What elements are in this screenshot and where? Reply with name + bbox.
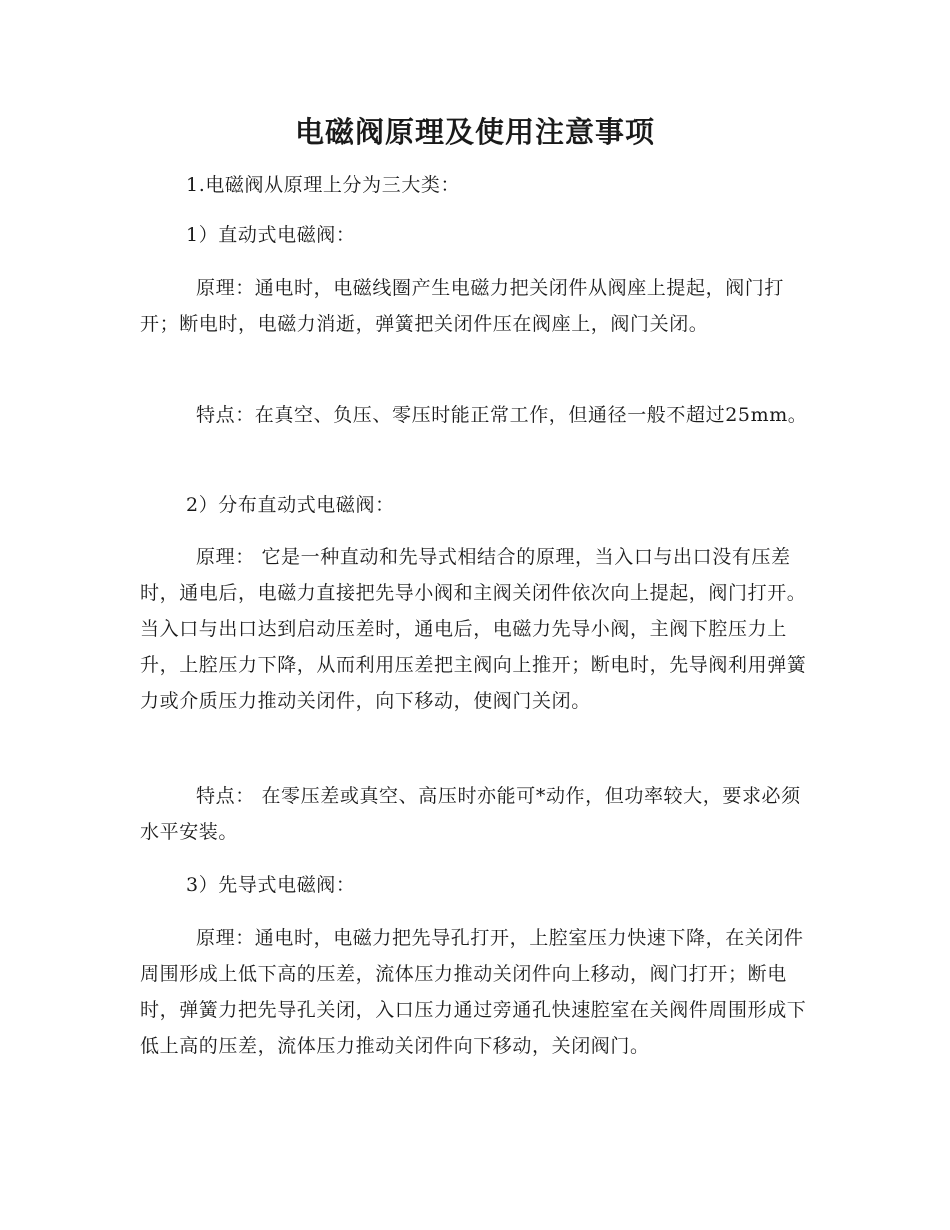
subsection-heading-pilot-operated: 3）先导式电磁阀： (186, 874, 356, 896)
subsection-heading-direct-acting: 1）直动式电磁阀： (186, 224, 356, 246)
document-title: 电磁阀原理及使用注意事项 (294, 115, 655, 149)
section-heading-classification: 1.电磁阀从原理上分为三大类： (186, 174, 461, 196)
paragraph-distributed-principle: 原理： 它是一种直动和先导式相结合的原理，当入口与出口没有压差时，通电后，电磁力直接把先导小阀和主阀关闭件依次向上提起，阀门打开。当入口与出口达到启动压差时，通电后，电磁力先导小阀，主阀下腔压力上升，上腔压力下降，从而利用压差把主阀向上推开；断电时，先导阀利用弹簧力或介质压力推动关闭件，向下移动，使阀门关闭。 (140, 546, 807, 712)
paragraph-distributed-features: 特点： 在零压差或真空、高压时亦能可*动作，但功率较大，要求必须水平安装。 (140, 785, 801, 843)
paragraph-direct-acting-principle: 原理：通电时，电磁线圈产生电磁力把关闭件从阀座上提起，阀门打开；断电时，电磁力消逝，弹簧把关闭件压在阀座上，阀门关闭。 (140, 277, 785, 335)
paragraph-direct-acting-features: 特点：在真空、负压、零压时能正常工作，但通径一般不超过25mm。 (196, 404, 808, 426)
subsection-heading-distributed-direct-acting: 2）分布直动式电磁阀： (186, 494, 395, 516)
paragraph-pilot-principle: 原理：通电时，电磁力把先导孔打开，上腔室压力快速下降，在关闭件周围形成上低下高的压差，流体压力推动关闭件向上移动，阀门打开；断电时，弹簧力把先导孔关闭，入口压力通过旁通孔快速腔室在关阀件周围形成下低上高的压差，流体压力推动关闭件向下移动，关闭阀门。 (140, 927, 807, 1057)
